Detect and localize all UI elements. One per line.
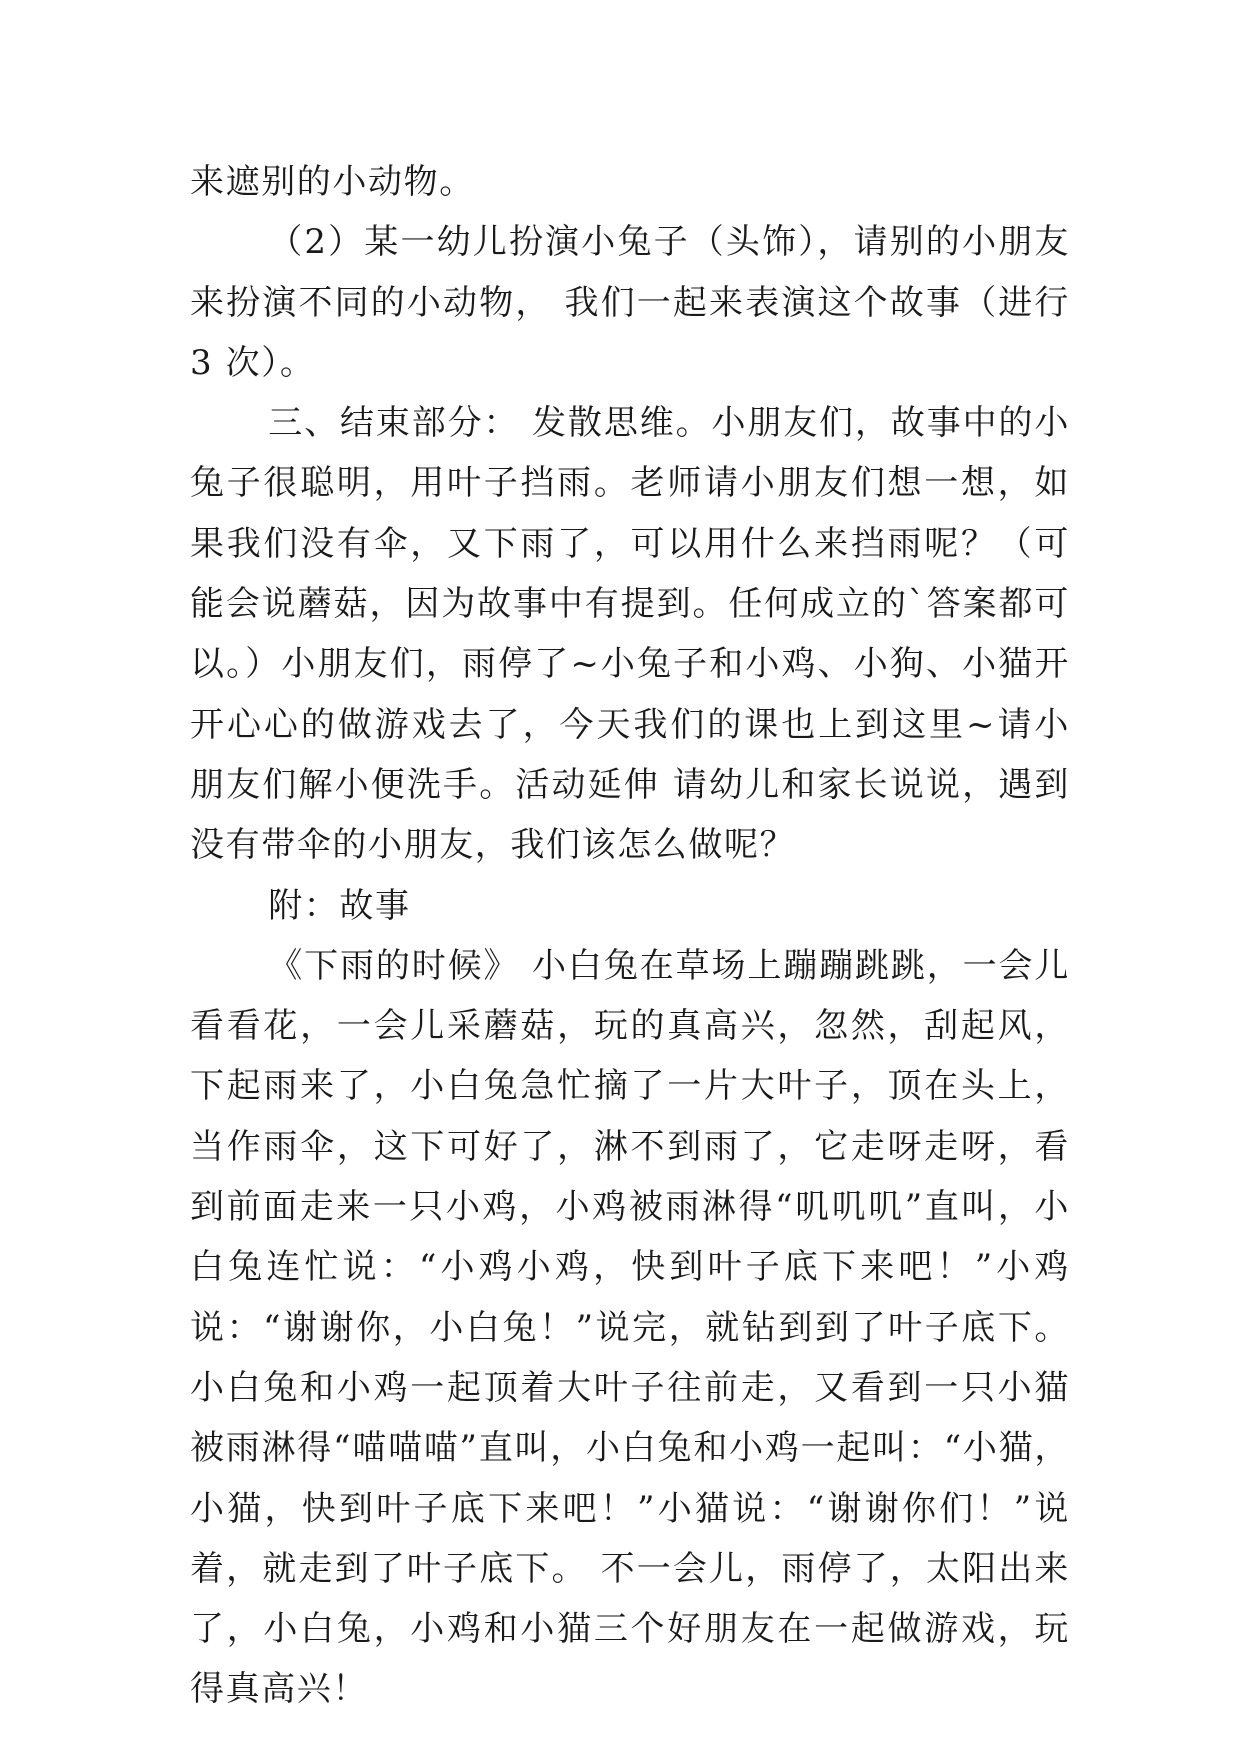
paragraph-story: 《下雨的时候》 小白兔在草场上蹦蹦跳跳，一会儿看看花，一会儿采蘑菇，玩的真高兴，忽然，刮起风，下起雨来了，小白兔急忙摘了一片大叶子，顶在头上，当作雨伞，这下可好了，淋不到雨了，它走呀走呀，看到前面走来一只小鸡，小鸡被雨淋得“叽叽叽”直叫，小白兔连忙说：“小鸡小鸡，快到叶子底下来吧！”小鸡说：“谢谢你，小白兔！”说完，就钻到到了叶子底下。 小白兔和小鸡一起顶着大叶子往前走，又看到一只小猫被雨淋得“喵喵喵”直叫，小白兔和小鸡一起叫：“小猫，小猫，快到叶子底下来吧！”小猫说：“谢谢你们！”说着，就走到了叶子底下。 不一会儿，雨停了，太阳出来了，小白兔，小鸡和小猫三个好朋友在一起做游戏，玩得真高兴！ <box>190 945 1070 1710</box>
paragraph-continuation: 来遮别的小动物。 <box>190 162 475 202</box>
paragraph-role-play: （2）某一幼儿扮演小兔子（头饰），请别的小朋友来扮演不同的小动物， 我们一起来表演这个故事（进行 3 次）。 <box>190 222 1070 383</box>
document-body <box>190 152 1070 1720</box>
appendix-heading: 附：故事 <box>268 885 411 926</box>
paragraph-ending-section: 三、结束部分： 发散思维。小朋友们，故事中的小兔子很聪明，用叶子挡雨。老师请小朋友们想一想，如果我们没有伞，又下雨了，可以用什么来挡雨呢？（可能会说蘑菇，因为故事中有提到。任何成立的`答案都可以。）小朋友们，雨停了~小兔子和小鸡、小狗、小猫开开心心的做游戏去了，今天我们的课也上到这里~请小朋友们解小便洗手。活动延伸 请幼儿和家长说说，遇到没有带伞的小朋友，我们该怎么做呢？ <box>190 403 1070 866</box>
